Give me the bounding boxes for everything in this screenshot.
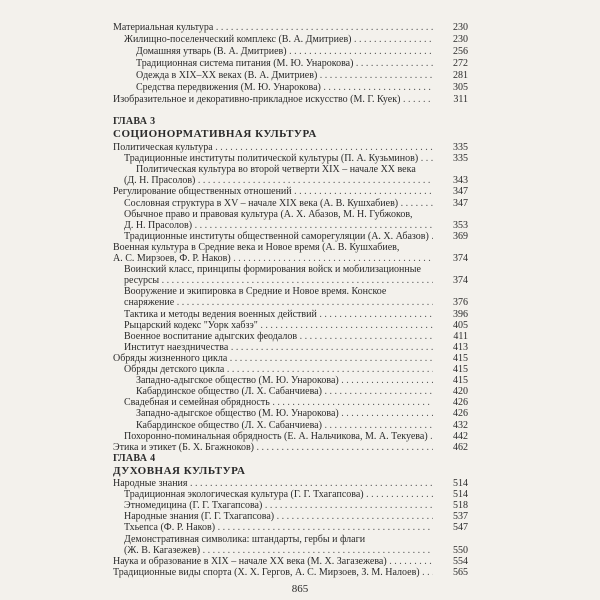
toc-entry [0,34,600,46]
toc-entry [0,70,600,82]
toc-entry-page: 353 [453,219,468,231]
toc-entry-title: Институт наездничества . . . [124,342,433,354]
toc-entry [0,46,600,58]
toc-entry-title: Домашняя утварь (В. А. Дмитриев) . . . [136,46,433,58]
toc-entry [0,442,600,454]
chapter-3-label: ГЛАВА 3 [113,116,156,127]
toc-entry-title: Регулирование общественных отношений . . . [113,186,433,198]
toc-entry-title: (Д. Н. Прасолов) . . . [124,175,433,187]
toc-entry-page: 347 [453,186,468,198]
toc-entry-title: А. С. Мирзоев, Ф. Р. Наков) . . . [113,253,433,265]
toc-entry-title: (Ж. В. Кагазежев) . . . [124,545,433,557]
toc-entry-page: 554 [453,555,468,567]
toc-entry-title: Этика и этикет (Б. Х. Бгажноков) . . . [113,442,433,454]
toc-entry-page: 405 [453,319,468,331]
toc-entry-page: 432 [453,419,468,431]
toc-entry-title: Военное воспитание адыгских феодалов . . . [124,331,433,343]
chapter-4-label: ГЛАВА 4 [113,453,156,464]
toc-entry-title: Западно-адыгское общество (М. Ю. Унарокова) . . . [136,375,433,387]
toc-entry-title: Народные знания . . . [113,478,433,490]
toc-entry-title: Традиционные виды спорта (Х. Х. Гергов, А. С. Мирзоев, З. М. Налоев) . . . [113,567,433,579]
toc-entry-title: Военная культура в Средние века и Новое время (А. В. Кушхабиев, [113,241,400,253]
toc-entry-title: Наука и образование в XIX – начале XX века (М. Х. Загазежева) . . . [113,556,433,568]
toc-entry-page: 550 [453,544,468,556]
toc-entry-title: Воинский класс, принципы формирования войск и мобилизационные [124,264,421,276]
toc-entry-title: Народные знания (Г. Г. Тхагапсова) . . . [124,511,433,523]
toc-entry-page: 281 [453,70,468,81]
toc-entry-title: Традиционные институты общественной саморегуляции (А. Х. Абазов) . . . [124,231,433,243]
toc-entry-title: Тхьепса (Ф. Р. Наков) . . . [124,522,433,534]
toc-entry-title: Демонстративная символика: штандарты, гербы и флаги [124,533,366,545]
toc-entry-title: Политическая культура . . . [113,142,433,154]
toc-entry-title: Средства передвижения (М. Ю. Унарокова) . . . [136,82,433,94]
toc-entry-page: 396 [453,308,468,320]
toc-entry-title: Рыцарский кодекс "Уорк хабзэ" . . . [124,320,433,332]
toc-entry-title: Похоронно-поминальная обрядность (Е. А. Нальчикова, М. А. Текуева) . . . [124,431,433,443]
toc-entry-title: Традиционные институты политической культуры (П. А. Кузьминов) . . . [124,153,433,165]
toc-entry-page: 374 [453,253,468,264]
toc-entry-title: Вооружение и экипировка в Средние и Новое время. Конское [124,286,387,298]
toc-entry-title: Западно-адыгское общество (М. Ю. Унарокова) . . . [136,408,433,420]
toc-entry-title: Кабардинское общество (Л. Х. Сабанчиева) . . . [136,386,433,398]
toc-entry [0,58,600,70]
toc-entry-page: 462 [453,441,468,453]
toc-entry-title: Тактика и методы ведения военных действий . . . [124,309,433,321]
page-number: 865 [291,583,309,595]
toc-entry-title: Д. Н. Прасолов) . . . [124,220,433,232]
toc-entry-page: 347 [453,197,468,209]
toc-entry-page: 305 [453,82,468,93]
toc-entry-page: 369 [453,230,468,242]
toc-entry-page: 230 [453,34,468,45]
toc-entry-page: 376 [453,297,468,309]
toc-entry-page: 256 [453,46,468,57]
chapter-3-title: СОЦИОНОРМАТИВНАЯ КУЛЬТУРА [113,128,317,140]
toc-entry-title: Материальная культура . . . [113,22,433,34]
toc-entry-page: 374 [453,275,468,287]
toc-entry-page: 272 [453,58,468,69]
toc-entry-title: Этномедицина (Г. Г. Тхагапсова) . . . [124,500,433,512]
toc-entry-title: Сословная структура в XV – начале XIX века (А. В. Кушхабиев) . . . [124,198,433,210]
toc-entry-page: 518 [453,500,468,512]
toc-entry-page: 411 [453,330,468,342]
toc-entry-title: Обряды жизненного цикла . . . [113,353,433,365]
toc-entry-page: 547 [453,522,468,534]
toc-entry-title: Кабардинское общество (Л. Х. Сабанчиева) . . . [136,420,433,432]
toc-entry-page: 514 [453,478,468,489]
toc-entry-page: 565 [453,566,468,578]
toc-entry-title: ресурсы . . . [124,275,433,287]
toc-entry-title: Традиционная система питания (М. Ю. Унарокова) . . . [136,58,433,70]
toc-entry [0,94,600,106]
toc-entry [0,22,600,34]
toc-entry-page: 514 [453,489,468,501]
toc-entry-page: 442 [453,430,468,442]
toc-entry-page: 537 [453,511,468,523]
toc-entry-page: 413 [453,341,468,353]
toc-entry-page: 311 [453,94,468,105]
toc-entry-page: 426 [453,408,468,420]
toc-entry-page: 415 [453,352,468,364]
toc-entry-page: 415 [453,364,468,375]
toc-entry [0,567,600,579]
toc-entry-title: Обряды детского цикла . . . [124,364,433,376]
toc-entry-title: Изобразительное и декоративно-прикладное искусство (М. Г. Куек) . . . [113,94,433,106]
toc-entry-page: 420 [453,386,468,398]
toc-entry-title: Обычное право и правовая культура (А. Х. Абазов, М. Н. Губжоков, [124,208,413,220]
toc-entry-page: 335 [453,153,468,165]
chapter-4-title: ДУХОВНАЯ КУЛЬТУРА [113,465,246,477]
toc-entry-page: 230 [453,22,468,33]
toc-entry-page: 415 [453,375,468,387]
toc-entry [0,82,600,94]
toc-entry-title: Политическая культура во второй четверти XIX – начале XX века [136,164,416,176]
toc-entry-page: 335 [453,142,468,153]
toc-entry-page: 426 [453,397,468,409]
toc-entry-page: 343 [453,175,468,187]
toc-entry-title: Традиционная экологическая культура (Г. Г. Тхагапсова) . . . [124,489,433,501]
toc-entry-title: Свадебная и семейная обрядность . . . [124,397,433,409]
toc-entry-title: снаряжение . . . [124,297,433,309]
toc-entry-title: Одежда в XIX–XX веках (В. А. Дмитриев) . . . [136,70,433,82]
toc-entry-title: Жилищно-поселенческий комплекс (В. А. Дмитриев) . . . [124,34,433,46]
